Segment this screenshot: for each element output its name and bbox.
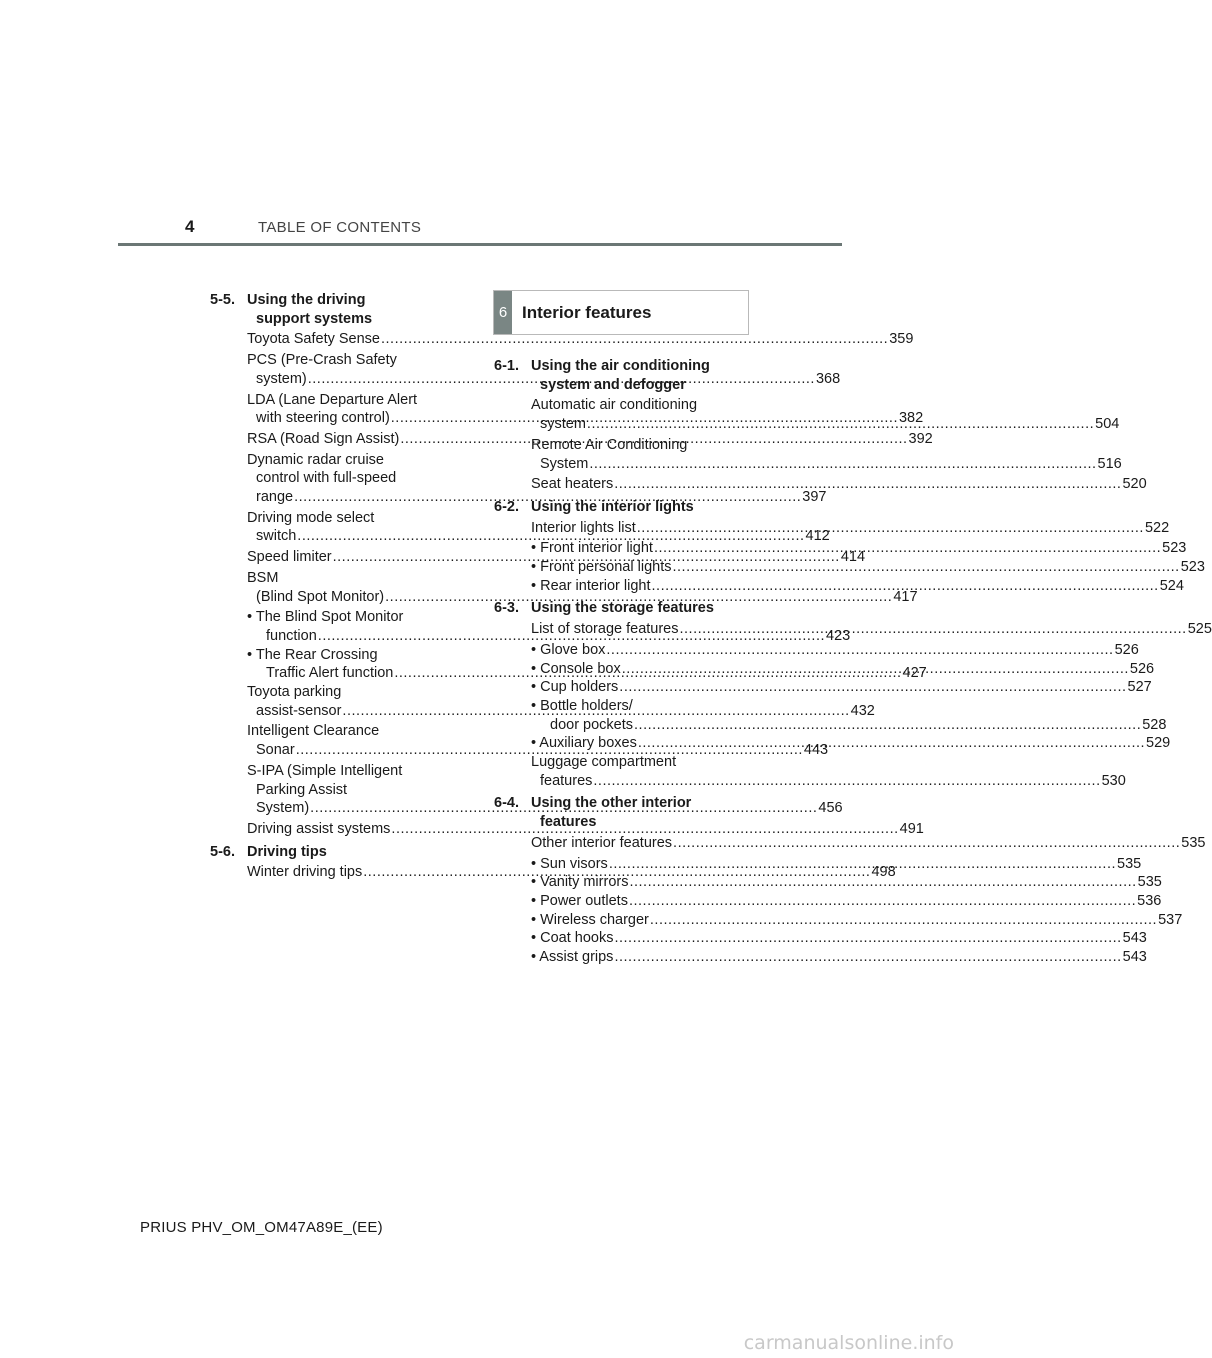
toc-subentry[interactable] xyxy=(531,577,1184,596)
page-ref: 417 xyxy=(893,588,918,605)
chapter-tab[interactable] xyxy=(493,290,749,335)
toc-entry[interactable] xyxy=(247,330,914,349)
entry-line xyxy=(531,929,1147,948)
leader-dots xyxy=(606,642,1113,658)
entry-text: • Console box xyxy=(531,660,621,677)
page-ref: 427 xyxy=(902,665,927,682)
page-ref: 456 xyxy=(818,800,843,817)
entry-text: Interior lights list xyxy=(531,519,636,536)
section-title xyxy=(247,843,460,862)
section-title-line: Using the storage features xyxy=(531,600,714,617)
section-title-line: Using the air conditioning xyxy=(531,358,710,374)
entry-text: • Assist grips xyxy=(531,949,614,966)
entry-line xyxy=(531,697,744,716)
entry-line xyxy=(531,678,1152,697)
entry-text: Traffic Alert function xyxy=(266,665,394,682)
toc-entry[interactable] xyxy=(531,475,1147,494)
entry-text: function xyxy=(266,627,317,644)
entry-text: • Wireless charger xyxy=(531,911,649,928)
entry-line xyxy=(531,577,1184,596)
page-ref: 525 xyxy=(1187,621,1212,638)
entry-text: assist-sensor xyxy=(256,702,342,719)
entry-line xyxy=(531,948,1147,967)
entry-line xyxy=(247,451,460,470)
page-ref: 535 xyxy=(1181,834,1206,851)
section-title-line: Driving tips xyxy=(247,843,327,860)
entry-line xyxy=(247,569,460,588)
page-ref: 423 xyxy=(826,627,851,644)
leader-dots xyxy=(637,520,1144,536)
entry-text: • The Blind Spot Monitor xyxy=(247,609,404,626)
entry-text: Dynamic radar cruise xyxy=(247,451,384,468)
entry-line xyxy=(247,683,460,702)
entry-line xyxy=(247,762,460,781)
entry-text: System) xyxy=(256,800,310,817)
entry-text: • Sun visors xyxy=(531,855,608,872)
header-rule xyxy=(118,243,842,246)
entry-text: • Glove box xyxy=(531,641,606,658)
entry-line xyxy=(247,509,460,528)
entry-line xyxy=(531,455,1122,474)
leader-dots xyxy=(652,578,1159,594)
section-number: 5-6. xyxy=(210,843,235,860)
section-heading[interactable] xyxy=(494,498,744,517)
entry-line xyxy=(531,475,1147,494)
entry-text: • Power outlets xyxy=(531,892,628,909)
entry-text: Parking Assist xyxy=(256,781,348,798)
leader-dots xyxy=(629,874,1136,890)
entry-line xyxy=(247,391,460,410)
entry-text: Toyota Safety Sense xyxy=(247,331,380,348)
section-title-line: Using the driving xyxy=(247,292,366,308)
leader-dots xyxy=(680,621,1187,637)
entry-line xyxy=(531,396,744,415)
page-ref: 543 xyxy=(1122,949,1147,966)
entry-text: BSM xyxy=(247,569,279,586)
entry-text: LDA (Lane Departure Alert xyxy=(247,391,418,408)
entry-text: • Front interior light xyxy=(531,540,653,557)
toc-subentry[interactable] xyxy=(531,948,1147,967)
entry-line xyxy=(247,330,914,349)
page-ref: 528 xyxy=(1142,716,1167,733)
leader-dots xyxy=(629,893,1136,909)
leader-dots xyxy=(593,773,1100,789)
toc-subentry[interactable] xyxy=(531,678,1152,697)
section-title-line: system and defogger xyxy=(540,376,686,393)
page-ref: 392 xyxy=(908,430,933,447)
toc-entry[interactable] xyxy=(531,753,1126,790)
leader-dots xyxy=(673,835,1180,851)
entry-line xyxy=(247,608,460,627)
entry-text: • Front personal lights xyxy=(531,559,672,576)
entry-text: Intelligent Clearance xyxy=(247,723,380,740)
toc-subentry[interactable] xyxy=(531,558,1205,577)
entry-text: Other interior features xyxy=(531,834,673,851)
entry-text: Toyota parking xyxy=(247,684,342,701)
entry-text: • Cup holders xyxy=(531,679,619,696)
entry-text: Speed limiter xyxy=(247,549,332,566)
section-title-line: Using the other interior xyxy=(531,795,692,812)
section-title xyxy=(531,357,744,394)
entry-text: system) xyxy=(256,370,307,387)
toc-subentry[interactable] xyxy=(531,892,1162,911)
toc-subentry[interactable] xyxy=(531,911,1183,930)
chapter-tab-label: Interior features xyxy=(522,303,652,322)
entry-text: S-IPA (Simple Intelligent xyxy=(247,762,403,779)
section-title xyxy=(247,291,460,328)
leader-dots xyxy=(609,856,1116,872)
page-ref: 535 xyxy=(1117,855,1142,872)
section-heading[interactable] xyxy=(494,357,744,394)
entry-line xyxy=(531,753,744,772)
page-ref: 359 xyxy=(889,331,914,348)
page-ref: 414 xyxy=(840,549,866,566)
page-ref: 522 xyxy=(1144,519,1170,536)
section-heading[interactable] xyxy=(494,599,744,618)
section-number: 6-4. xyxy=(494,795,519,812)
entry-line xyxy=(531,716,1167,735)
entry-text: • Rear interior light xyxy=(531,577,651,594)
leader-dots xyxy=(672,559,1179,575)
page-ref: 368 xyxy=(815,370,841,387)
page-ref: 527 xyxy=(1127,679,1152,696)
entry-text: (Blind Spot Monitor) xyxy=(256,588,385,605)
page-ref: 397 xyxy=(802,489,827,506)
leader-dots xyxy=(614,476,1121,492)
entry-line xyxy=(247,646,460,665)
entry-text: Driving mode select xyxy=(247,509,375,526)
page-number: 4 xyxy=(185,217,195,236)
leader-dots xyxy=(634,717,1141,733)
entry-line xyxy=(531,772,1126,791)
entry-line xyxy=(531,911,1183,930)
page-ref: 529 xyxy=(1146,735,1171,752)
section-heading[interactable] xyxy=(210,843,460,862)
entry-line xyxy=(531,873,1162,892)
entry-line xyxy=(531,834,1206,853)
entry-text: • Vanity mirrors xyxy=(531,874,629,891)
entry-text: Luggage compartment xyxy=(531,754,677,771)
entry-line xyxy=(247,781,460,800)
section-title-line: features xyxy=(540,814,597,831)
page-ref: 524 xyxy=(1159,577,1184,594)
page-ref: 412 xyxy=(805,528,830,545)
leader-dots xyxy=(622,661,1129,677)
leader-dots xyxy=(587,416,1094,432)
entry-line xyxy=(247,588,918,607)
page-ref: 523 xyxy=(1162,540,1187,557)
page-ref: 526 xyxy=(1114,641,1139,658)
entry-text: Sonar xyxy=(256,742,295,759)
section-title-line: support systems xyxy=(256,310,373,327)
entry-text: with steering control) xyxy=(256,410,390,427)
section-title-line: Using the interior lights xyxy=(531,498,694,515)
entry-text: • The Rear Crossing xyxy=(247,646,378,663)
entry-text: door pockets xyxy=(550,716,634,733)
section-heading[interactable] xyxy=(210,291,460,328)
entry-text: RSA (Road Sign Assist) xyxy=(247,430,400,447)
page-ref: 516 xyxy=(1097,455,1122,472)
entry-line xyxy=(531,892,1162,911)
footer-model-code: PRIUS PHV_OM_OM47A89E_(EE) xyxy=(140,1219,383,1236)
entry-text: Remote Air Conditioning xyxy=(531,436,688,453)
section-number: 6-3. xyxy=(494,600,519,617)
page-ref: 535 xyxy=(1137,874,1162,891)
entry-text: switch xyxy=(256,528,297,545)
chapter-tab-number: 6 xyxy=(494,291,512,334)
entry-text: range xyxy=(256,489,294,506)
page-ref: 537 xyxy=(1158,911,1183,928)
section-heading[interactable] xyxy=(494,794,744,831)
entry-text: system xyxy=(540,416,586,433)
header-title: TABLE OF CONTENTS xyxy=(258,219,422,236)
entry-line xyxy=(531,436,744,455)
watermark: carmanualsonline.info xyxy=(743,1332,954,1354)
entry-text: Winter driving tips xyxy=(247,864,363,881)
entry-text: System xyxy=(540,455,589,472)
toc-subentry[interactable] xyxy=(531,641,1139,660)
entry-line xyxy=(247,722,460,741)
section-title xyxy=(531,794,744,831)
entry-line xyxy=(531,641,1139,660)
entry-text: features xyxy=(540,772,593,789)
toc-subentry[interactable] xyxy=(531,929,1147,948)
entry-line xyxy=(531,558,1205,577)
entry-text: List of storage features xyxy=(531,621,679,638)
page-ref: 432 xyxy=(850,702,875,719)
page-ref: 520 xyxy=(1122,476,1147,493)
page-ref: 526 xyxy=(1129,660,1155,677)
section-number: 6-1. xyxy=(494,358,519,374)
page-ref: 504 xyxy=(1095,416,1120,433)
toc-entry[interactable] xyxy=(531,834,1206,853)
page-ref: 543 xyxy=(1122,930,1147,947)
page-ref: 536 xyxy=(1137,892,1162,909)
page-ref: 530 xyxy=(1101,772,1126,789)
section-number: 5-5. xyxy=(210,292,235,308)
entry-text: • Bottle holders/ xyxy=(531,697,633,714)
entry-line xyxy=(247,351,460,370)
section-title xyxy=(531,599,744,618)
section-title xyxy=(531,498,744,517)
leader-dots xyxy=(614,930,1121,946)
section-number: 6-2. xyxy=(494,498,519,515)
leader-dots xyxy=(638,735,1145,751)
page-ref: 498 xyxy=(871,864,896,881)
toc-subentry[interactable] xyxy=(531,873,1162,892)
entry-text: • Auxiliary boxes xyxy=(531,735,637,752)
page-ref: 523 xyxy=(1180,559,1205,576)
page-ref: 491 xyxy=(899,820,924,837)
leader-dots xyxy=(589,456,1096,472)
page-ref: 382 xyxy=(898,410,924,427)
leader-dots xyxy=(619,679,1126,695)
leader-dots xyxy=(614,949,1121,965)
leader-dots xyxy=(654,540,1161,556)
entry-line xyxy=(247,469,460,488)
entry-text: Automatic air conditioning xyxy=(531,397,698,414)
entry-text: • Coat hooks xyxy=(531,930,614,947)
entry-text: Seat heaters xyxy=(531,476,614,493)
entry-text: PCS (Pre-Crash Safety xyxy=(247,352,397,369)
entry-text: Driving assist systems xyxy=(247,820,391,837)
entry-text: control with full-speed xyxy=(256,470,397,487)
page-ref: 443 xyxy=(803,742,829,759)
leader-dots xyxy=(650,912,1157,928)
